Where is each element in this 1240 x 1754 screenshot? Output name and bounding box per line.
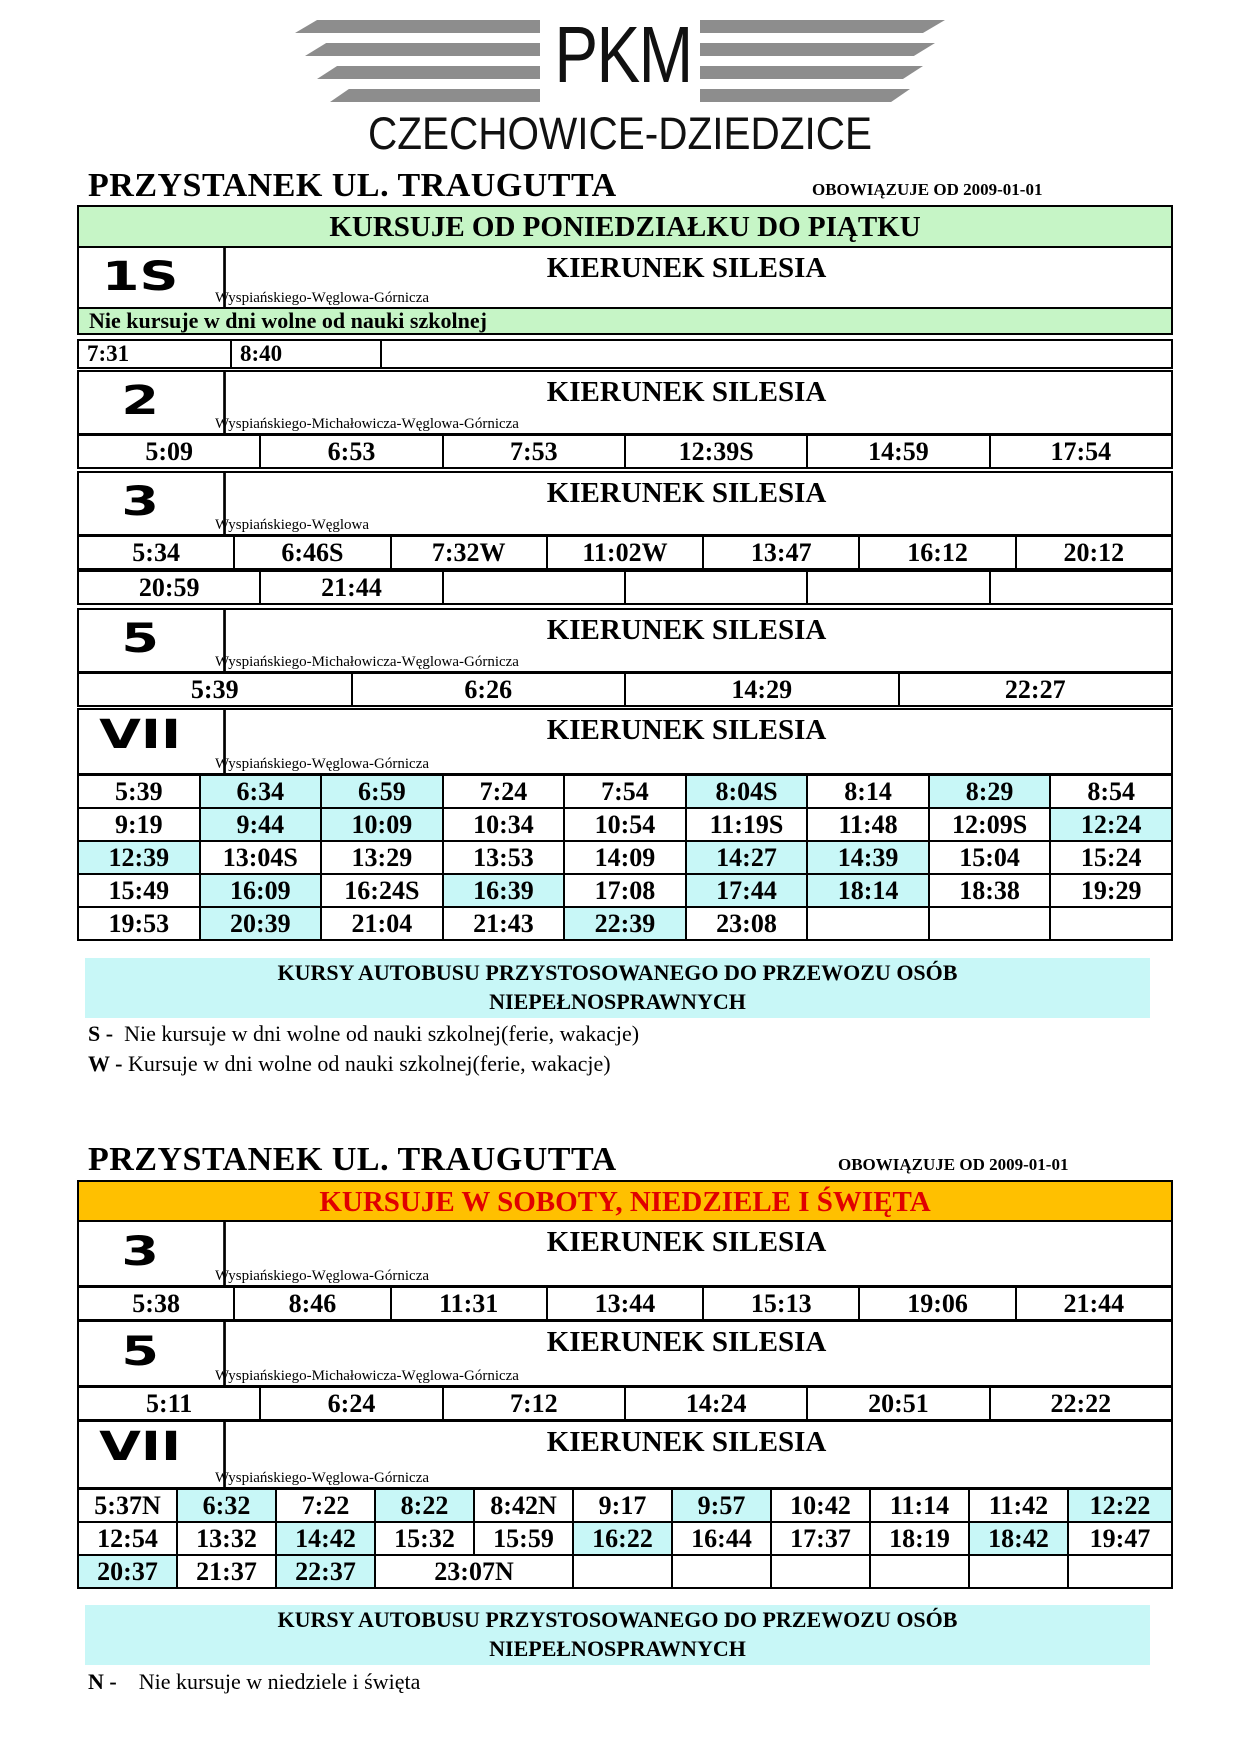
time-cell: 9:19: [78, 808, 200, 841]
time-cell-accessible: 20:39: [200, 907, 322, 940]
time-cell: 8:54: [1050, 775, 1172, 808]
time-cell: 18:19: [870, 1522, 969, 1555]
route-note: Nie kursuje w dni wolne od nauki szkolnej: [77, 307, 1173, 335]
time-cell-accessible: 6:32: [177, 1489, 276, 1522]
time-cell-accessible: 12:24: [1050, 808, 1172, 841]
time-cell: 10:42: [771, 1489, 870, 1522]
valid-from: OBOWIĄZUJE OD 2009-01-01: [838, 1155, 1069, 1174]
route-direction: KIERUNEK SILESIA: [546, 614, 827, 646]
stop-title: PRZYSTANEK UL. TRAUGUTTA: [88, 1141, 617, 1178]
time-cell: [672, 1555, 771, 1588]
time-cell-accessible: 22:39: [564, 907, 686, 940]
route-number: 2: [57, 372, 226, 433]
route-direction: KIERUNEK SILESIA: [546, 1226, 827, 1258]
time-cell: 15:49: [78, 874, 200, 907]
route-via: Wyspiańskiego-Michałowicza-Węglowa-Górnicza: [215, 1368, 519, 1384]
time-cell: [807, 907, 929, 940]
legend-w: [88, 1052, 611, 1076]
time-cell: 19:47: [1068, 1522, 1172, 1555]
time-cell: 20:59: [78, 571, 260, 604]
legend-code: N -: [88, 1669, 117, 1694]
time-cell: 17:08: [564, 874, 686, 907]
times-table-2: [77, 434, 1173, 469]
times-table-3-row2: [77, 570, 1173, 605]
time-cell: 5:34: [78, 536, 234, 569]
time-cell: 18:38: [929, 874, 1051, 907]
route-number: 3: [57, 1222, 226, 1285]
time-cell: 11:31: [391, 1287, 547, 1320]
route-via: Wyspiańskiego-Michałowicza-Węglowa-Górnicza: [215, 416, 519, 432]
route-number: 5: [57, 1322, 226, 1385]
time-cell: 14:59: [807, 435, 989, 468]
time-cell: 13:53: [443, 841, 565, 874]
legend-s: [88, 1022, 639, 1046]
time-cell: 17:54: [990, 435, 1172, 468]
time-cell: [573, 1555, 672, 1588]
time-cell-accessible: 6:59: [321, 775, 443, 808]
route-via: Wyspiańskiego-Michałowicza-Węglowa-Górnicza: [215, 654, 519, 670]
time-cell: 6:24: [260, 1387, 442, 1420]
time-cell: 21:43: [443, 907, 565, 940]
time-cell: 5:37N: [78, 1489, 177, 1522]
accessible-legend: [85, 958, 1150, 1018]
time-cell: [625, 571, 807, 604]
time-cell: 20:12: [1016, 536, 1172, 569]
time-cell: 7:12: [443, 1387, 625, 1420]
time-cell-accessible: 16:22: [573, 1522, 672, 1555]
accessible-legend-line: NIEPEŁNOSPRAWNYCH: [489, 1636, 746, 1661]
time-cell: 15:13: [703, 1287, 859, 1320]
time-cell: 14:24: [625, 1387, 807, 1420]
time-cell: 7:53: [443, 435, 625, 468]
time-cell: 15:04: [929, 841, 1051, 874]
legend-text: Nie kursuje w niedziele i święta: [116, 1669, 421, 1694]
weekend-days-banner: KURSUJE W SOBOTY, NIEDZIELE I ŚWIĘTA: [77, 1180, 1173, 1222]
route-via: Wyspiańskiego-Węglowa-Górnicza: [215, 756, 430, 772]
time-cell: 19:53: [78, 907, 200, 940]
time-cell: 23:07N: [375, 1555, 573, 1588]
time-cell-accessible: 12:39: [78, 841, 200, 874]
time-cell: 7:31: [78, 340, 231, 368]
time-cell: 21:44: [260, 571, 442, 604]
time-cell: [929, 907, 1051, 940]
time-cell: [1068, 1555, 1172, 1588]
time-cell: 16:24S: [321, 874, 443, 907]
route-header-1s: [77, 246, 1173, 309]
route-header-2: [77, 370, 1173, 435]
time-cell: 13:32: [177, 1522, 276, 1555]
time-cell: [1050, 907, 1172, 940]
time-cell: 22:27: [899, 673, 1173, 706]
route-header-5: [77, 1320, 1173, 1387]
route-direction: KIERUNEK SILESIA: [546, 252, 827, 284]
times-grid-vii: [77, 774, 1173, 941]
time-cell: 6:46S: [234, 536, 390, 569]
time-cell: [771, 1555, 870, 1588]
time-cell-accessible: 8:22: [375, 1489, 474, 1522]
time-cell-accessible: 18:14: [807, 874, 929, 907]
time-cell: 22:22: [990, 1387, 1172, 1420]
time-cell: 15:59: [474, 1522, 573, 1555]
route-direction: KIERUNEK SILESIA: [546, 1326, 827, 1358]
time-cell: 11:48: [807, 808, 929, 841]
time-cell-accessible: 16:09: [200, 874, 322, 907]
time-cell: 15:24: [1050, 841, 1172, 874]
time-cell-accessible: 9:57: [672, 1489, 771, 1522]
time-cell: 9:17: [573, 1489, 672, 1522]
times-table-3-weekend: [77, 1286, 1173, 1321]
time-cell: 8:42N: [474, 1489, 573, 1522]
time-cell: 12:39S: [625, 435, 807, 468]
time-cell: 7:32W: [391, 536, 547, 569]
time-cell: [990, 571, 1172, 604]
time-cell: 5:38: [78, 1287, 234, 1320]
time-cell: 21:37: [177, 1555, 276, 1588]
time-cell: 21:04: [321, 907, 443, 940]
time-cell: 19:06: [859, 1287, 1015, 1320]
route-header-vii: [77, 1420, 1173, 1489]
times-table-5: [77, 672, 1173, 707]
pkm-logo: [295, 10, 945, 159]
accessible-legend-line: KURSY AUTOBUSU PRZYSTOSOWANEGO DO PRZEWOZU OSÓB: [277, 960, 958, 985]
time-cell: 16:44: [672, 1522, 771, 1555]
route-number: VII: [57, 1422, 226, 1487]
time-cell-accessible: 6:34: [200, 775, 322, 808]
route-via: Wyspiańskiego-Węglowa: [215, 517, 370, 533]
route-direction: KIERUNEK SILESIA: [546, 477, 827, 509]
accessible-legend: [85, 1605, 1150, 1665]
time-cell: 10:34: [443, 808, 565, 841]
times-table-5-weekend: [77, 1386, 1173, 1421]
legend-code: S -: [88, 1021, 114, 1046]
accessible-legend-line: NIEPEŁNOSPRAWNYCH: [489, 989, 746, 1014]
time-cell: 13:47: [703, 536, 859, 569]
time-cell: 8:40: [231, 340, 381, 368]
time-cell: 7:24: [443, 775, 565, 808]
time-cell: 16:12: [859, 536, 1015, 569]
time-cell: 10:54: [564, 808, 686, 841]
time-cell: 23:08: [686, 907, 808, 940]
time-cell: 11:02W: [547, 536, 703, 569]
time-cell-accessible: 14:27: [686, 841, 808, 874]
route-header-3: [77, 1220, 1173, 1287]
time-cell: [443, 571, 625, 604]
time-cell: 17:37: [771, 1522, 870, 1555]
time-cell: 5:11: [78, 1387, 260, 1420]
time-cell: [807, 571, 989, 604]
time-cell: 12:54: [78, 1522, 177, 1555]
time-cell-accessible: 9:44: [200, 808, 322, 841]
time-cell: 19:29: [1050, 874, 1172, 907]
time-cell: 12:09S: [929, 808, 1051, 841]
route-number: 3: [57, 473, 226, 534]
time-cell: [969, 1555, 1068, 1588]
time-cell: 8:14: [807, 775, 929, 808]
weekday-days-banner: KURSUJE OD PONIEDZIAŁKU DO PIĄTKU: [77, 205, 1173, 248]
route-header-vii: [77, 708, 1173, 775]
time-cell: 11:19S: [686, 808, 808, 841]
logo-pkm-text: PKM: [554, 10, 692, 99]
time-cell: 5:39: [78, 775, 200, 808]
time-cell: 13:29: [321, 841, 443, 874]
time-cell: 5:39: [78, 673, 352, 706]
route-via: Wyspiańskiego-Węglowa-Górnicza: [215, 290, 430, 306]
legend-text: Nie kursuje w dni wolne od nauki szkolnej(ferie, wakacje): [113, 1021, 640, 1046]
time-cell-accessible: 8:04S: [686, 775, 808, 808]
time-cell-accessible: 20:37: [78, 1555, 177, 1588]
time-cell: 13:44: [547, 1287, 703, 1320]
route-number: 5: [57, 610, 226, 671]
stop-title: PRZYSTANEK UL. TRAUGUTTA: [88, 167, 617, 204]
time-cell: 13:04S: [200, 841, 322, 874]
time-cell: 8:46: [234, 1287, 390, 1320]
time-cell: 11:42: [969, 1489, 1068, 1522]
time-cell: 14:09: [564, 841, 686, 874]
time-cell-accessible: 10:09: [321, 808, 443, 841]
time-cell: 14:29: [625, 673, 899, 706]
time-cell-accessible: 17:44: [686, 874, 808, 907]
time-cell-accessible: 8:29: [929, 775, 1051, 808]
time-cell: 6:53: [260, 435, 442, 468]
time-cell-accessible: 22:37: [276, 1555, 375, 1588]
times-table-1s: [77, 339, 1173, 369]
time-cell: [870, 1555, 969, 1588]
route-number: VII: [57, 710, 226, 773]
legend-code: W -: [88, 1051, 123, 1076]
route-direction: KIERUNEK SILESIA: [546, 376, 827, 408]
time-cell: 11:14: [870, 1489, 969, 1522]
accessible-legend-line: KURSY AUTOBUSU PRZYSTOSOWANEGO DO PRZEWOZU OSÓB: [277, 1607, 958, 1632]
time-cell: 7:54: [564, 775, 686, 808]
time-cell: 21:44: [1016, 1287, 1172, 1320]
legend-n: [88, 1670, 420, 1694]
time-cell: 5:09: [78, 435, 260, 468]
time-cell-accessible: 18:42: [969, 1522, 1068, 1555]
logo-city-text: CZECHOWICE-DZIEDZICE: [368, 108, 872, 159]
times-table-3: [77, 535, 1173, 570]
time-cell: 15:32: [375, 1522, 474, 1555]
time-cell: [381, 340, 1172, 368]
route-header-3: [77, 471, 1173, 536]
time-cell: 7:22: [276, 1489, 375, 1522]
time-cell: 20:51: [807, 1387, 989, 1420]
time-cell-accessible: 14:39: [807, 841, 929, 874]
time-cell-accessible: 14:42: [276, 1522, 375, 1555]
time-cell: 6:26: [352, 673, 626, 706]
route-direction: KIERUNEK SILESIA: [546, 714, 827, 746]
route-direction: KIERUNEK SILESIA: [546, 1426, 827, 1458]
route-header-5: [77, 608, 1173, 673]
route-via: Wyspiańskiego-Węglowa-Górnicza: [215, 1470, 430, 1486]
route-number: 1S: [57, 248, 226, 307]
time-cell-accessible: 16:39: [443, 874, 565, 907]
valid-from: OBOWIĄZUJE OD 2009-01-01: [812, 180, 1043, 199]
times-grid-vii-weekend: [77, 1488, 1173, 1589]
route-via: Wyspiańskiego-Węglowa-Górnicza: [215, 1268, 430, 1284]
legend-text: Kursuje w dni wolne od nauki szkolnej(ferie, wakacje): [122, 1051, 611, 1076]
time-cell-accessible: 12:22: [1068, 1489, 1172, 1522]
